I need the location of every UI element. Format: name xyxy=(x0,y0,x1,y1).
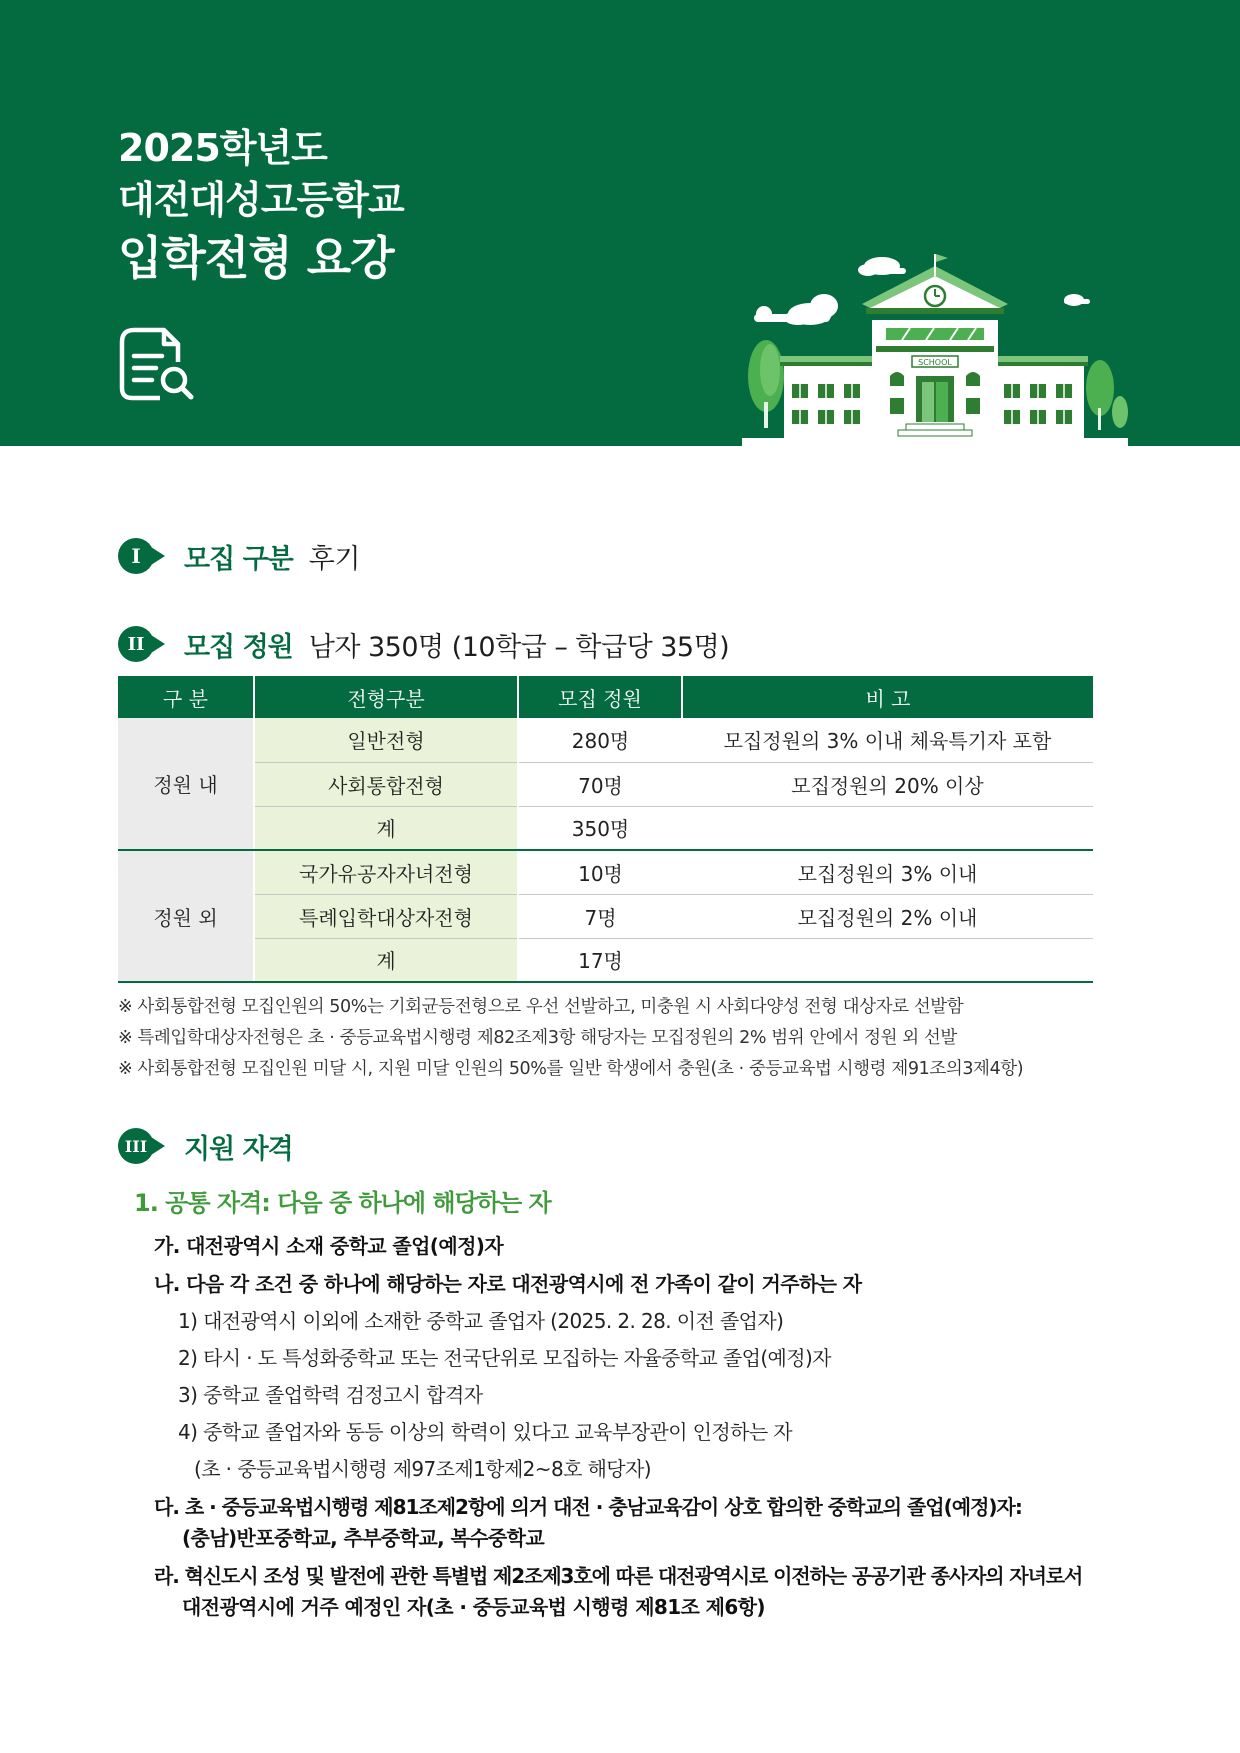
footnote: ※ 사회통합전형 모집인원 미달 시, 지원 미달 인원의 50%를 일반 학생에서 충원(초 · 중등교육법 시행령 제91조의3제4항) xyxy=(118,1059,1024,1079)
column-header: 모집 정원 xyxy=(518,676,682,718)
note-cell: 모집정원의 3% 이내 xyxy=(682,850,1093,894)
header-banner xyxy=(0,0,1240,446)
count-cell: 10명 xyxy=(518,850,682,894)
table-header-row xyxy=(118,676,1093,718)
section-recruit-quota xyxy=(118,622,729,666)
item-na-4: 4) 중학교 졸업자와 동등 이상의 학력이 있다고 교육부장관이 인정하는 자 xyxy=(178,1420,793,1444)
count-cell: 7명 xyxy=(518,894,682,938)
document-title xyxy=(118,122,404,290)
type-cell: 특례입학대상자전형 xyxy=(254,894,518,938)
table-row xyxy=(118,762,1093,806)
school-sign-text: SCHOOL xyxy=(918,358,952,367)
quota-table xyxy=(118,676,1093,983)
item-na-1: 1) 대전광역시 이외에 소재한 중학교 졸업자 (2025. 2. 28. 이전 졸업자) xyxy=(178,1309,784,1333)
title-year: 2025학년도 xyxy=(118,126,327,170)
table-row xyxy=(118,850,1093,894)
count-cell: 70명 xyxy=(518,762,682,806)
note-cell: 모집정원의 2% 이내 xyxy=(682,894,1093,938)
column-header: 비 고 xyxy=(682,676,1093,718)
item-na-3: 3) 중학교 졸업학력 검정고시 합격자 xyxy=(178,1383,483,1407)
group-cell: 정원 외 xyxy=(118,850,254,982)
item-na-4-sub: (초 · 중등교육법시행령 제97조제1항제2~8호 해당자) xyxy=(194,1457,651,1481)
count-cell: 350명 xyxy=(518,806,682,850)
note-cell: 모집정원의 20% 이상 xyxy=(682,762,1093,806)
section-heading: 모집 정원 xyxy=(184,631,293,663)
section-number-badge: I xyxy=(118,536,172,576)
document-search-icon xyxy=(118,326,196,404)
item-da: 다. 초 · 중등교육법시행령 제81조제2항에 의거 대전 · 충남교육감이 상호 합의한 중학교의 졸업(예정)자: xyxy=(154,1495,1022,1519)
footnote: ※ 특례입학대상자전형은 초 · 중등교육법시행령 제82조제3항 해당자는 모집정원의 2% 범위 안에서 정원 외 선발 xyxy=(118,1028,957,1048)
table-row xyxy=(118,718,1093,762)
footnote: ※ 사회통합전형 모집인원의 50%는 기회균등전형으로 우선 선발하고, 미충원 시 사회다양성 전형 대상자로 선발함 xyxy=(118,997,964,1017)
item-na: 나. 다음 각 조건 중 하나에 해당하는 자로 대전광역시에 전 가족이 같이 거주하는 자 xyxy=(154,1272,862,1296)
group-cell: 정원 내 xyxy=(118,718,254,850)
title-school: 대전대성고등학교 xyxy=(118,178,404,222)
section-value: 남자 350명 (10학급 – 학급당 35명) xyxy=(308,631,730,663)
school-building-illustration xyxy=(742,252,1128,446)
section-number-badge: III xyxy=(118,1126,172,1166)
table-row-subtotal xyxy=(118,938,1093,982)
type-cell: 일반전형 xyxy=(254,718,518,762)
section-heading: 지원 자격 xyxy=(184,1133,293,1165)
item-da-cont: (충남)반포중학교, 추부중학교, 복수중학교 xyxy=(182,1526,545,1550)
section-value: 후기 xyxy=(308,543,360,575)
section-heading: 모집 구분 xyxy=(184,543,293,575)
item-ga: 가. 대전광역시 소재 중학교 졸업(예정)자 xyxy=(154,1234,504,1258)
note-cell: 모집정원의 3% 이내 체육특기자 포함 xyxy=(682,718,1093,762)
type-cell: 국가유공자자녀전형 xyxy=(254,850,518,894)
type-cell: 계 xyxy=(254,938,518,982)
item-na-2: 2) 타시 · 도 특성화중학교 또는 전국단위로 모집하는 자율중학교 졸업(예정)자 xyxy=(178,1346,831,1370)
table-footnotes xyxy=(118,992,1023,1085)
type-cell: 사회통합전형 xyxy=(254,762,518,806)
type-cell: 계 xyxy=(254,806,518,850)
section-number-badge: II xyxy=(118,624,172,664)
note-cell xyxy=(682,938,1093,982)
section-qualification xyxy=(118,1124,293,1168)
item-ra: 라. 혁신도시 조성 및 발전에 관한 특별법 제2조제3호에 따른 대전광역시로 이전하는 공공기관 종사자의 자녀로서 xyxy=(154,1564,1083,1588)
common-qualification-heading: 1. 공통 자격: 다음 중 하나에 해당하는 자 xyxy=(134,1189,551,1217)
count-cell: 280명 xyxy=(518,718,682,762)
title-main: 입학전형 요강 xyxy=(118,231,394,285)
table-row-subtotal xyxy=(118,806,1093,850)
section-recruit-type xyxy=(118,534,360,578)
count-cell: 17명 xyxy=(518,938,682,982)
column-header: 구 분 xyxy=(118,676,254,718)
item-ra-cont: 대전광역시에 거주 예정인 자(초 · 중등교육법 시행령 제81조 제6항) xyxy=(182,1595,765,1619)
column-header: 전형구분 xyxy=(254,676,518,718)
note-cell xyxy=(682,806,1093,850)
table-row xyxy=(118,894,1093,938)
